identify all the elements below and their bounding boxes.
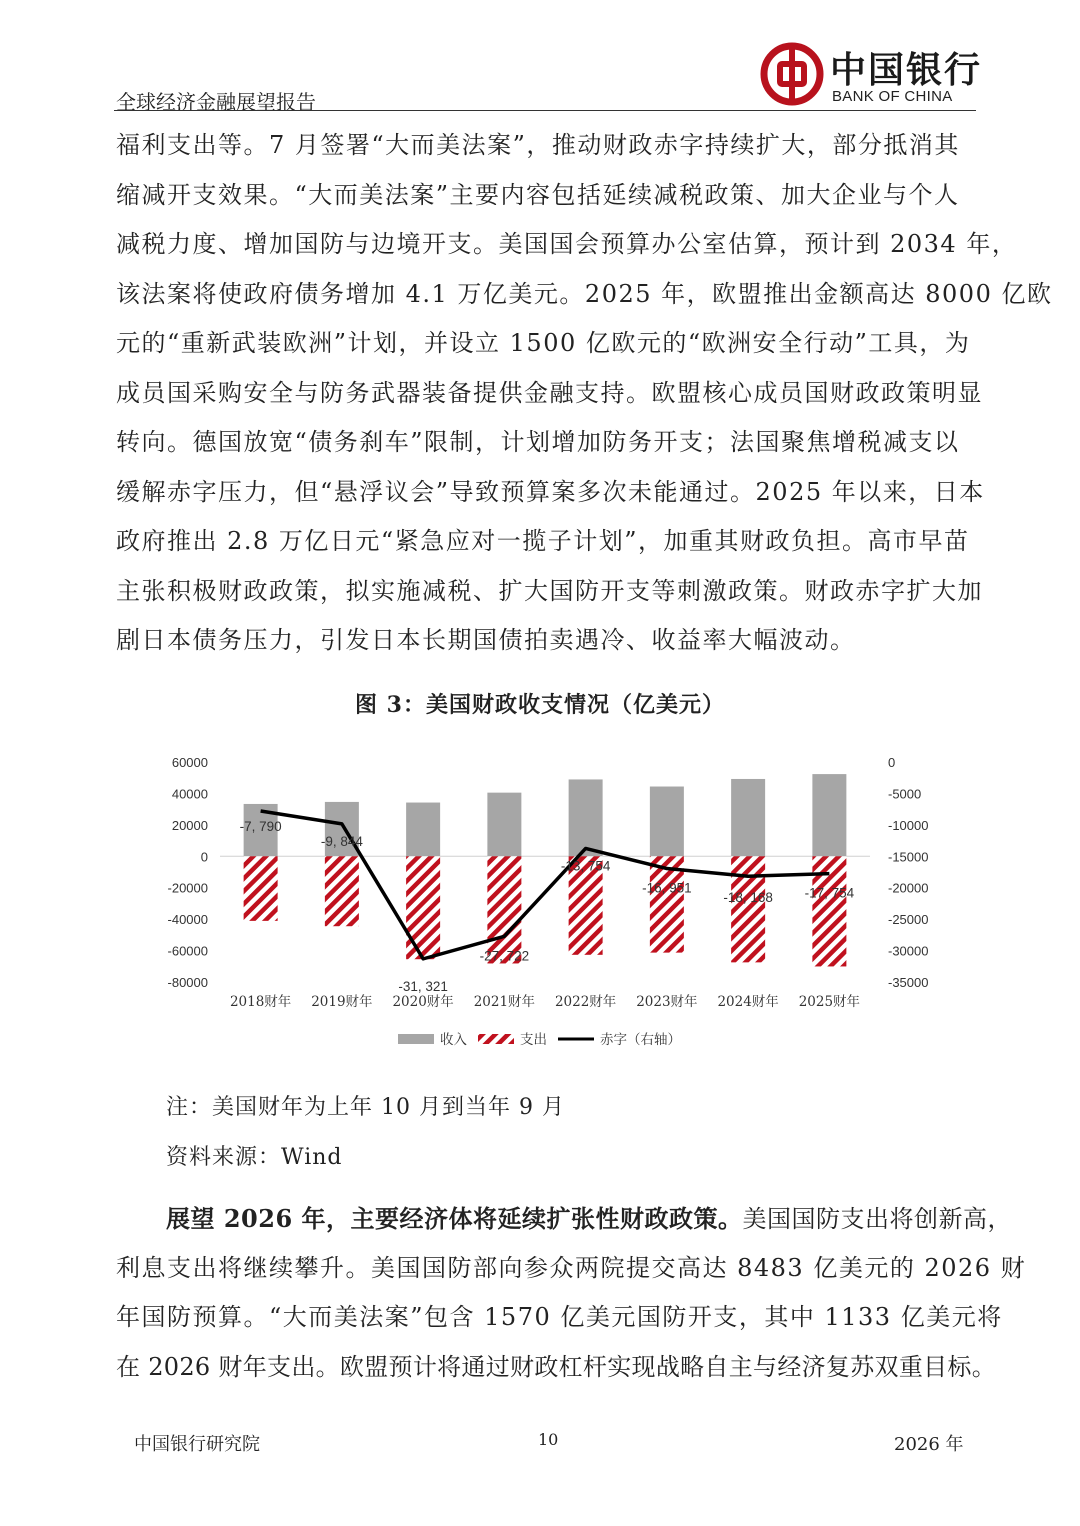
left-axis-tick-label: 0	[200, 849, 208, 865]
paragraph-line: 政府推出 2.8 万亿日元“紧急应对一揽子计划”，加重其财政负担。高市早苗	[116, 527, 970, 555]
income-bar	[731, 779, 765, 856]
left-axis-tick-label: -20000	[167, 880, 208, 896]
income-bar	[569, 779, 603, 856]
fiscal-chart	[150, 740, 930, 1060]
category-label: 2022财年	[554, 994, 617, 1010]
paragraph-line: 剧日本债务压力，引发日本长期国债拍卖遇冷、收益率大幅波动。	[116, 626, 856, 654]
income-bar	[406, 803, 440, 857]
body-paragraph-1	[116, 121, 1053, 666]
category-label: 2020财年	[392, 994, 454, 1010]
right-axis-tick-label: -25000	[888, 912, 929, 928]
lead-rest: 美国国防支出将创新高，	[742, 1205, 1013, 1233]
right-axis-tick-label: -15000	[888, 849, 929, 865]
category-label: 2024财年	[717, 994, 779, 1010]
fiscal-chart-svg	[150, 740, 930, 1060]
paragraph-line: 在 2026 财年支出。欧盟预计将通过财政杠杆实现战略自主与经济复苏双重目标。	[116, 1352, 997, 1381]
right-axis-tick-label: -10000	[888, 817, 929, 833]
footer-institute: 中国银行研究院	[134, 1434, 260, 1455]
paragraph-line: 元的“重新武装欧洲”计划，并设立 1500 亿欧元的“欧洲安全行动”工具，为	[116, 329, 971, 357]
figure-source: 资料来源：Wind	[166, 1145, 343, 1170]
category-label: 2025财年	[798, 994, 861, 1010]
category-label: 2018财年	[229, 994, 292, 1010]
paragraph-line: 主张积极财政政策，拟实施减税、扩大国防开支等刺激政策。财政赤字扩大加	[116, 576, 983, 605]
left-axis-tick-label: 40000	[171, 786, 208, 802]
right-axis-tick-label: -20000	[888, 880, 929, 896]
expenditure-bar	[244, 856, 278, 921]
left-axis-tick-label: -80000	[167, 975, 208, 990]
figure-title: 图 3：美国财政收支情况（亿美元）	[355, 692, 725, 718]
legend-deficit-label: 赤字（右轴）	[600, 1032, 681, 1048]
body-paragraph-2	[116, 1194, 1027, 1392]
paragraph-line: 成员国采购安全与防务武器装备提供金融支持。欧盟核心成员国财政政策明显	[116, 378, 983, 407]
paragraph-line: 利息支出将继续攀升。美国国防部向参众两院提交高达 8483 亿美元的 2026 财	[116, 1253, 1027, 1282]
deficit-data-label: -7, 790	[239, 818, 282, 834]
bold-lead: 展望 2026 年，主要经济体将延续扩张性财政政策。	[166, 1204, 743, 1233]
paragraph-line	[116, 1194, 1013, 1244]
paragraph-line: 减税力度、增加国防与边境开支。美国国会预算办公室估算，预计到 2034 年，	[116, 230, 1018, 258]
paragraph-line: 年国防预算。“大而美法案”包含 1570 亿美元国防开支，其中 1133 亿美元将	[116, 1303, 1003, 1331]
right-axis-tick-label: -30000	[888, 943, 929, 959]
expenditure-bar	[325, 856, 359, 926]
logo-english-name: BANK OF CHINA	[832, 88, 953, 105]
deficit-data-label: -18, 168	[723, 890, 773, 906]
income-bar	[812, 774, 846, 856]
expenditure-bar	[731, 856, 765, 962]
legend-income-label: 收入	[440, 1032, 467, 1048]
paragraph-line: 该法案将使政府债务增加 4.1 万亿美元。2025 年，欧盟推出金额高达 8000 亿欧	[116, 279, 1053, 308]
deficit-data-label: -27, 722	[479, 948, 530, 964]
legend-expenditure-label: 支出	[520, 1032, 547, 1048]
right-axis-tick-label: 0	[888, 755, 896, 770]
footer-year: 2026 年	[894, 1434, 964, 1455]
header-divider	[114, 110, 976, 111]
deficit-data-label: -31, 321	[398, 978, 448, 994]
paragraph-line: 转向。德国放宽“债务刹车”限制，计划增加防务开支；法国聚焦增税减支以	[116, 428, 960, 456]
report-title: 全球经济金融展望报告	[116, 90, 316, 114]
left-axis-tick-label: -60000	[167, 943, 208, 959]
left-axis-tick-label: -40000	[167, 912, 208, 928]
legend-expenditure-swatch	[478, 1034, 514, 1044]
category-label: 2021财年	[473, 994, 536, 1010]
income-bar	[487, 793, 521, 857]
page-number: 10	[538, 1430, 559, 1449]
expenditure-bar	[406, 856, 440, 959]
paragraph-line: 缩减开支效果。“大而美法案”主要内容包括延续减税政策、加大企业与个人	[116, 180, 960, 209]
logo-chinese-name: 中国银行	[830, 49, 983, 91]
right-axis-tick-label: -35000	[888, 975, 929, 990]
deficit-data-label: -9, 844	[320, 833, 363, 849]
paragraph-line: 缓解赤字压力，但“悬浮议会”导致预算案多次未能通过。2025 年以来，日本	[116, 477, 985, 506]
figure-note: 注：美国财年为上年 10 月到当年 9 月	[166, 1095, 565, 1120]
boc-emblem-icon	[760, 42, 824, 106]
income-bar	[650, 787, 684, 857]
deficit-data-label: -17, 754	[804, 885, 855, 901]
left-axis-tick-label: 20000	[171, 817, 208, 833]
right-axis-tick-label: -5000	[888, 786, 922, 802]
deficit-data-label: -16, 951	[642, 880, 692, 896]
left-axis-tick-label: 60000	[171, 755, 208, 770]
bank-of-china-logo	[760, 40, 983, 108]
category-label: 2019财年	[311, 994, 373, 1010]
legend-income-swatch	[398, 1034, 434, 1044]
deficit-data-label: -13, 754	[560, 858, 611, 874]
category-label: 2023财年	[636, 994, 698, 1010]
paragraph-line: 福利支出等。7 月签署“大而美法案”，推动财政赤字持续扩大，部分抵消其	[116, 131, 960, 159]
